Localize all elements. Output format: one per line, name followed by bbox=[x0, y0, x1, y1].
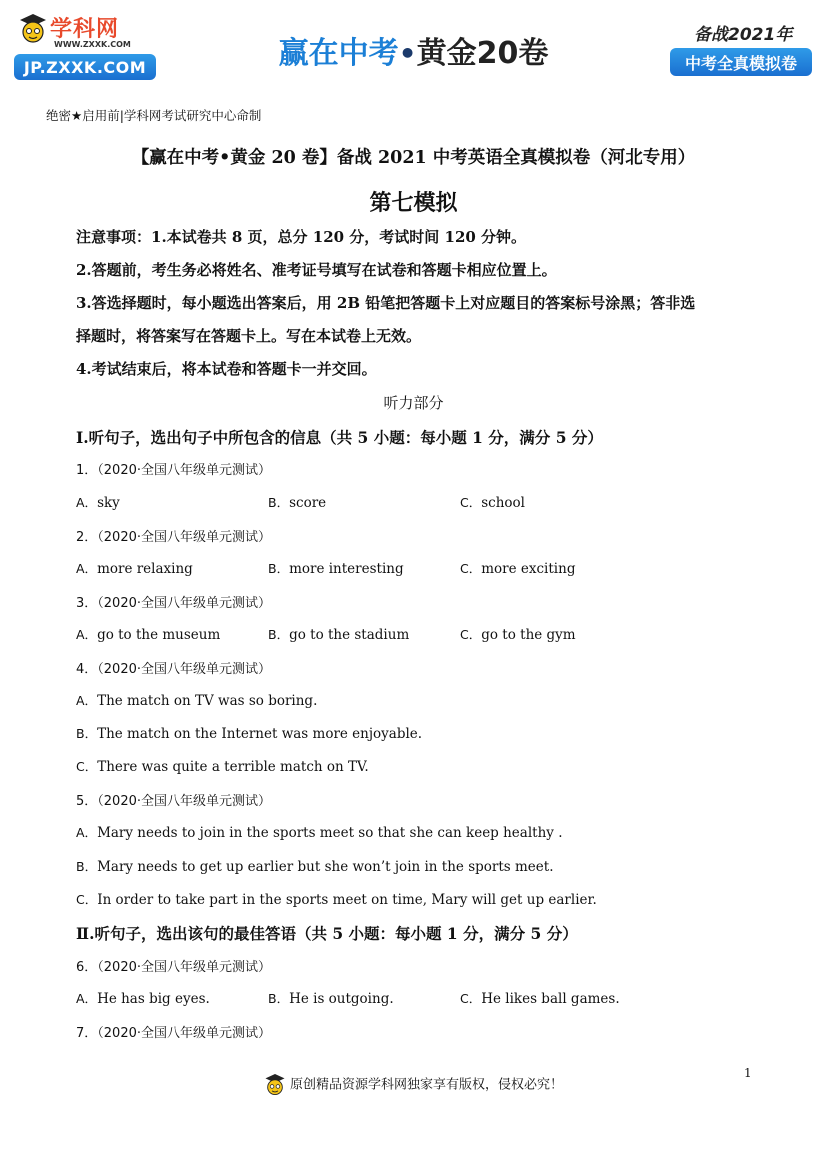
option-label: B． bbox=[76, 859, 98, 874]
option-c[interactable] bbox=[460, 493, 525, 511]
question-head: 5．（2020·全国八年级单元测试） bbox=[76, 794, 271, 809]
note-line: 注意事项：1.本试卷共 8 页，总分 120 分，考试时间 120 分钟。 bbox=[76, 228, 527, 246]
option-label: B． bbox=[268, 561, 290, 576]
question-head: 6．（2020·全国八年级单元测试） bbox=[76, 960, 271, 975]
option-b[interactable] bbox=[268, 625, 409, 643]
option-label: B． bbox=[268, 495, 290, 510]
option-b[interactable] bbox=[76, 857, 554, 875]
note-line: 4.考试结束后，将本试卷和答题卡一并交回。 bbox=[76, 360, 377, 378]
footer-copyright: 原创精品资源学科网独家享有版权，侵权必究！ bbox=[289, 1077, 563, 1093]
header-title-part2: 黄金20卷 bbox=[416, 36, 549, 71]
option-text: He likes ball games. bbox=[481, 991, 620, 1007]
question-head: 3．（2020·全国八年级单元测试） bbox=[76, 596, 271, 611]
option-text: Mary needs to get up earlier but she won’t join in the sports meet. bbox=[97, 859, 554, 875]
option-text: Mary needs to join in the sports meet so that she can keep healthy . bbox=[97, 825, 563, 841]
option-b[interactable] bbox=[268, 493, 326, 511]
document-title: 【赢在中考•黄金 20 卷】备战 2021 中考英语全真模拟卷（河北专用） bbox=[131, 148, 696, 168]
logo-text: 学科网 bbox=[50, 17, 120, 42]
secret-line: 绝密★启用前|学科网考试研究中心命制 bbox=[46, 108, 262, 123]
option-c[interactable] bbox=[460, 989, 620, 1007]
option-label: B． bbox=[76, 726, 98, 741]
option-label: C． bbox=[460, 627, 482, 642]
option-text: go to the stadium bbox=[289, 627, 410, 643]
option-b[interactable] bbox=[76, 724, 422, 742]
option-text: school bbox=[481, 495, 525, 511]
option-label: A． bbox=[76, 561, 98, 576]
option-text: The match on the Internet was more enjoyable. bbox=[97, 726, 423, 742]
option-a[interactable] bbox=[76, 625, 220, 643]
option-c[interactable] bbox=[460, 559, 575, 577]
option-a[interactable] bbox=[76, 823, 563, 841]
option-a[interactable] bbox=[76, 691, 317, 709]
option-label: C． bbox=[460, 991, 482, 1006]
question-head: 1．（2020·全国八年级单元测试） bbox=[76, 463, 271, 478]
option-label: A． bbox=[76, 693, 98, 708]
option-text: He is outgoing. bbox=[289, 991, 394, 1007]
option-text: more interesting bbox=[289, 561, 404, 577]
document-subtitle: 第七模拟 bbox=[369, 190, 458, 216]
option-label: C． bbox=[460, 561, 482, 576]
option-text: go to the museum bbox=[97, 627, 221, 643]
note-line: 择题时，将答案写在答题卡上。写在本试卷上无效。 bbox=[76, 327, 422, 345]
option-text: score bbox=[289, 495, 327, 511]
option-label: A． bbox=[76, 825, 98, 840]
option-label: A． bbox=[76, 627, 98, 642]
header-title-dot: • bbox=[398, 37, 417, 70]
note-line: 2.答题前，考生务必将姓名、准考证号填写在试卷和答题卡相应位置上。 bbox=[76, 261, 557, 279]
header-year: 备战2021年 bbox=[694, 25, 793, 45]
option-text: sky bbox=[97, 495, 120, 511]
option-c[interactable] bbox=[76, 890, 597, 908]
logo-url-small: WWW.ZXXK.COM bbox=[54, 40, 131, 49]
option-label: C． bbox=[76, 759, 98, 774]
option-label: C． bbox=[460, 495, 482, 510]
option-text: The match on TV was so boring. bbox=[97, 693, 318, 709]
mascot-icon bbox=[264, 1072, 286, 1098]
option-label: C． bbox=[76, 892, 98, 907]
note-line: 3.答选择题时，每小题选出答案后，用 2B 铅笔把答题卡上对应题目的答案标号涂黑；答非选 bbox=[76, 294, 696, 312]
option-a[interactable] bbox=[76, 493, 120, 511]
option-text: He has big eyes. bbox=[97, 991, 210, 1007]
option-text: There was quite a terrible match on TV. bbox=[97, 759, 369, 775]
option-a[interactable] bbox=[76, 989, 210, 1007]
header-exam-badge: 中考全真模拟卷 bbox=[670, 48, 812, 76]
question-head: 7．（2020·全国八年级单元测试） bbox=[76, 1026, 271, 1041]
option-label: A． bbox=[76, 495, 98, 510]
part-1-title: Ⅰ.听句子，选出句子中所包含的信息（共 5 小题：每小题 1 分，满分 5 分） bbox=[76, 428, 603, 447]
part-2-title: Ⅱ.听句子，选出该句的最佳答语（共 5 小题：每小题 1 分，满分 5 分） bbox=[76, 924, 578, 943]
option-b[interactable] bbox=[268, 989, 394, 1007]
option-text: In order to take part in the sports meet on time, Mary will get up earlier. bbox=[97, 892, 597, 908]
logo-url-badge[interactable]: JP.ZXXK.COM bbox=[14, 54, 156, 80]
option-b[interactable] bbox=[268, 559, 404, 577]
section-title: 听力部分 bbox=[383, 394, 444, 412]
footer bbox=[0, 1072, 827, 1098]
question-head: 4．（2020·全国八年级单元测试） bbox=[76, 662, 271, 677]
option-text: more relaxing bbox=[97, 561, 193, 577]
option-label: A． bbox=[76, 991, 98, 1006]
page-number: 1 bbox=[744, 1066, 752, 1080]
option-a[interactable] bbox=[76, 559, 193, 577]
option-label: B． bbox=[268, 627, 290, 642]
option-c[interactable] bbox=[76, 757, 369, 775]
option-text: go to the gym bbox=[481, 627, 576, 643]
header-title-part1: 赢在中考 bbox=[278, 36, 399, 71]
question-head: 2．（2020·全国八年级单元测试） bbox=[76, 530, 271, 545]
option-c[interactable] bbox=[460, 625, 576, 643]
option-label: B． bbox=[268, 991, 290, 1006]
option-text: more exciting bbox=[481, 561, 576, 577]
